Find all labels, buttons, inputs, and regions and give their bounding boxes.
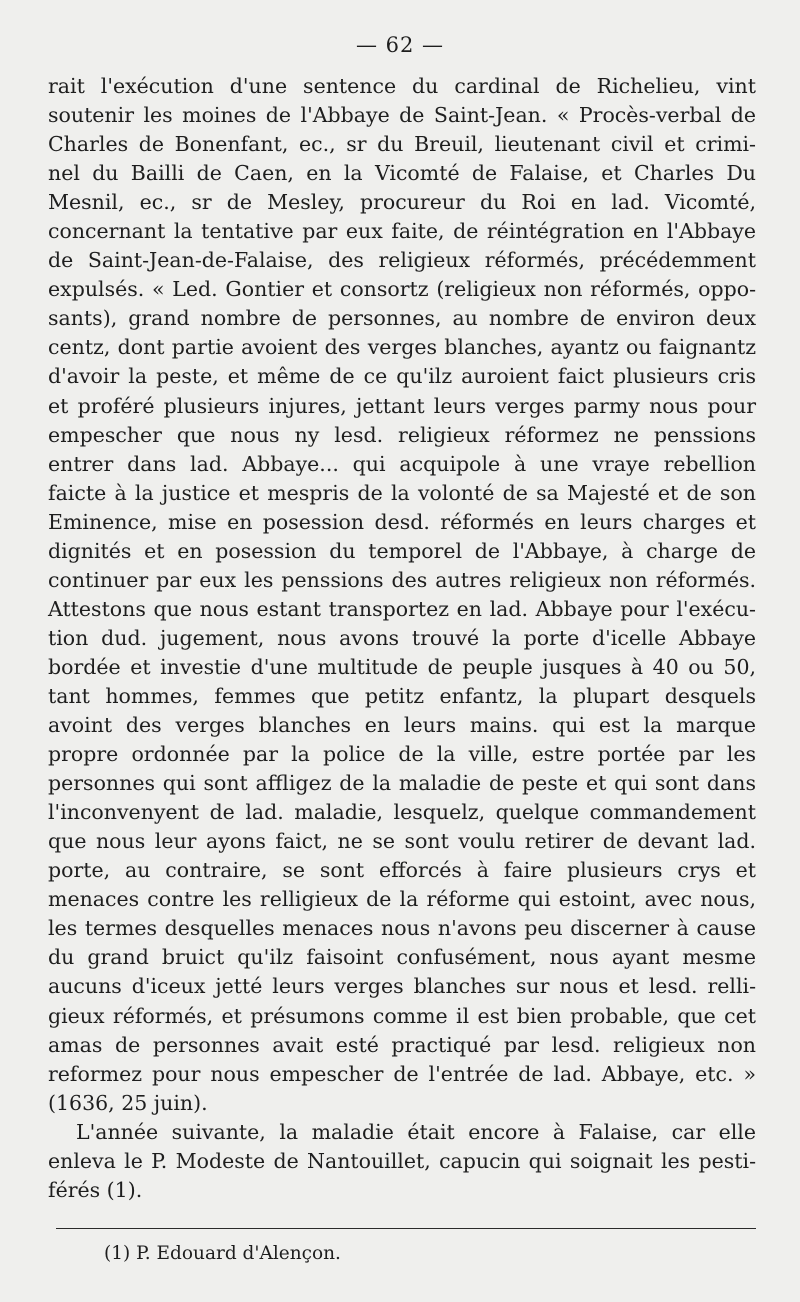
text-line: enleva le P. Modeste de Nantouillet, capucin qui soignait les pesti-: [48, 1148, 756, 1173]
text-line: du grand bruict qu'ilz faisoint confusément, nous ayant mesme: [48, 945, 756, 970]
text-line: l'inconvenyent de lad. maladie, lesquelz, quelque commandement: [48, 800, 756, 825]
text-line: les termes desquelles menaces nous n'avons peu discerner à cause: [48, 916, 756, 941]
body-text: [48, 72, 756, 1205]
text-line: bordée et investie d'une multitude de peuple jusques à 40 ou 50,: [48, 654, 756, 679]
text-line: et proféré plusieurs injures, jettant leurs verges parmy nous pour: [48, 393, 756, 418]
text-line: concernant la tentative par eux faite, de réintégration en l'Abbaye: [48, 219, 756, 244]
text-line: gieux réformés, et présumons comme il est bien probable, que cet: [48, 1003, 756, 1028]
text-line: sants), grand nombre de personnes, au nombre de environ deux: [48, 306, 756, 331]
footnote-divider: [56, 1228, 756, 1229]
text-line: empescher que nous ny lesd. religieux réformez ne penssions: [48, 422, 756, 447]
text-line: soutenir les moines de l'Abbaye de Saint-Jean. « Procès-verbal de: [48, 103, 756, 128]
text-line: que nous leur ayons faict, ne se sont voulu retirer de devant lad.: [48, 829, 756, 854]
text-line: Eminence, mise en posession desd. réformés en leurs charges et: [48, 509, 756, 534]
text-line: reformez pour nous empescher de l'entrée de lad. Abbaye, etc. »: [48, 1061, 756, 1086]
text-line: d'avoir la peste, et même de ce qu'ilz auroient faict plusieurs cris: [48, 364, 756, 389]
text-line: aucuns d'iceux jetté leurs verges blanches sur nous et lesd. relli-: [48, 974, 756, 999]
text-line: tant hommes, femmes que petitz enfantz, la plupart desquels: [48, 683, 756, 708]
text-line: de Saint-Jean-de-Falaise, des religieux réformés, précédemment: [48, 248, 756, 273]
text-line: rait l'exécution d'une sentence du cardinal de Richelieu, vint: [48, 74, 756, 98]
text-line: centz, dont partie avoient des verges blanches, ayantz ou faignantz: [48, 335, 756, 360]
text-line: continuer par eux les penssions des autres religieux non réformés.: [48, 567, 756, 592]
text-line: amas de personnes avait esté practiqué par lesd. religieux non: [48, 1032, 756, 1057]
text-line: tion dud. jugement, nous avons trouvé la porte d'icelle Abbaye: [48, 625, 756, 650]
text-line: porte, au contraire, se sont efforcés à faire plusieurs crys et: [48, 858, 756, 883]
text-line: Charles de Bonenfant, ec., sr du Breuil, lieutenant civil et crimi-: [48, 132, 756, 157]
text-line: propre ordonnée par la police de la ville, estre portée par les: [48, 742, 756, 767]
text-line: avoint des verges blanches en leurs mains. qui est la marque: [48, 713, 756, 738]
text-line: (1636, 25 juin).: [48, 1090, 208, 1115]
text-line: Attestons que nous estant transportez en lad. Abbaye pour l'exécu-: [48, 596, 756, 621]
text-line: menaces contre les relligieux de la réforme qui estoint, avec nous,: [48, 887, 756, 912]
text-line: personnes qui sont affligez de la maladie de peste et qui sont dans: [48, 771, 756, 796]
text-line: expulsés. « Led. Gontier et consortz (religieux non réformés, oppo-: [48, 277, 756, 302]
paragraph-first-line: L'année suivante, la maladie était encore à Falaise, car elle: [76, 1119, 756, 1144]
text-line: dignités et en posession du temporel de l'Abbaye, à charge de: [48, 538, 756, 563]
text-line: férés (1).: [48, 1177, 143, 1202]
footnote: (1) P. Edouard d'Alençon.: [104, 1243, 341, 1264]
text-line: entrer dans lad. Abbaye... qui acquipole à une vraye rebellion: [48, 451, 756, 476]
text-line: nel du Bailli de Caen, en la Vicomté de Falaise, et Charles Du: [48, 161, 756, 186]
text-line: faicte à la justice et mespris de la volonté de sa Majesté et de son: [48, 480, 756, 505]
page-number: — 62 —: [355, 33, 445, 57]
text-line: Mesnil, ec., sr de Mesley, procureur du Roi en lad. Vicomté,: [48, 190, 756, 215]
